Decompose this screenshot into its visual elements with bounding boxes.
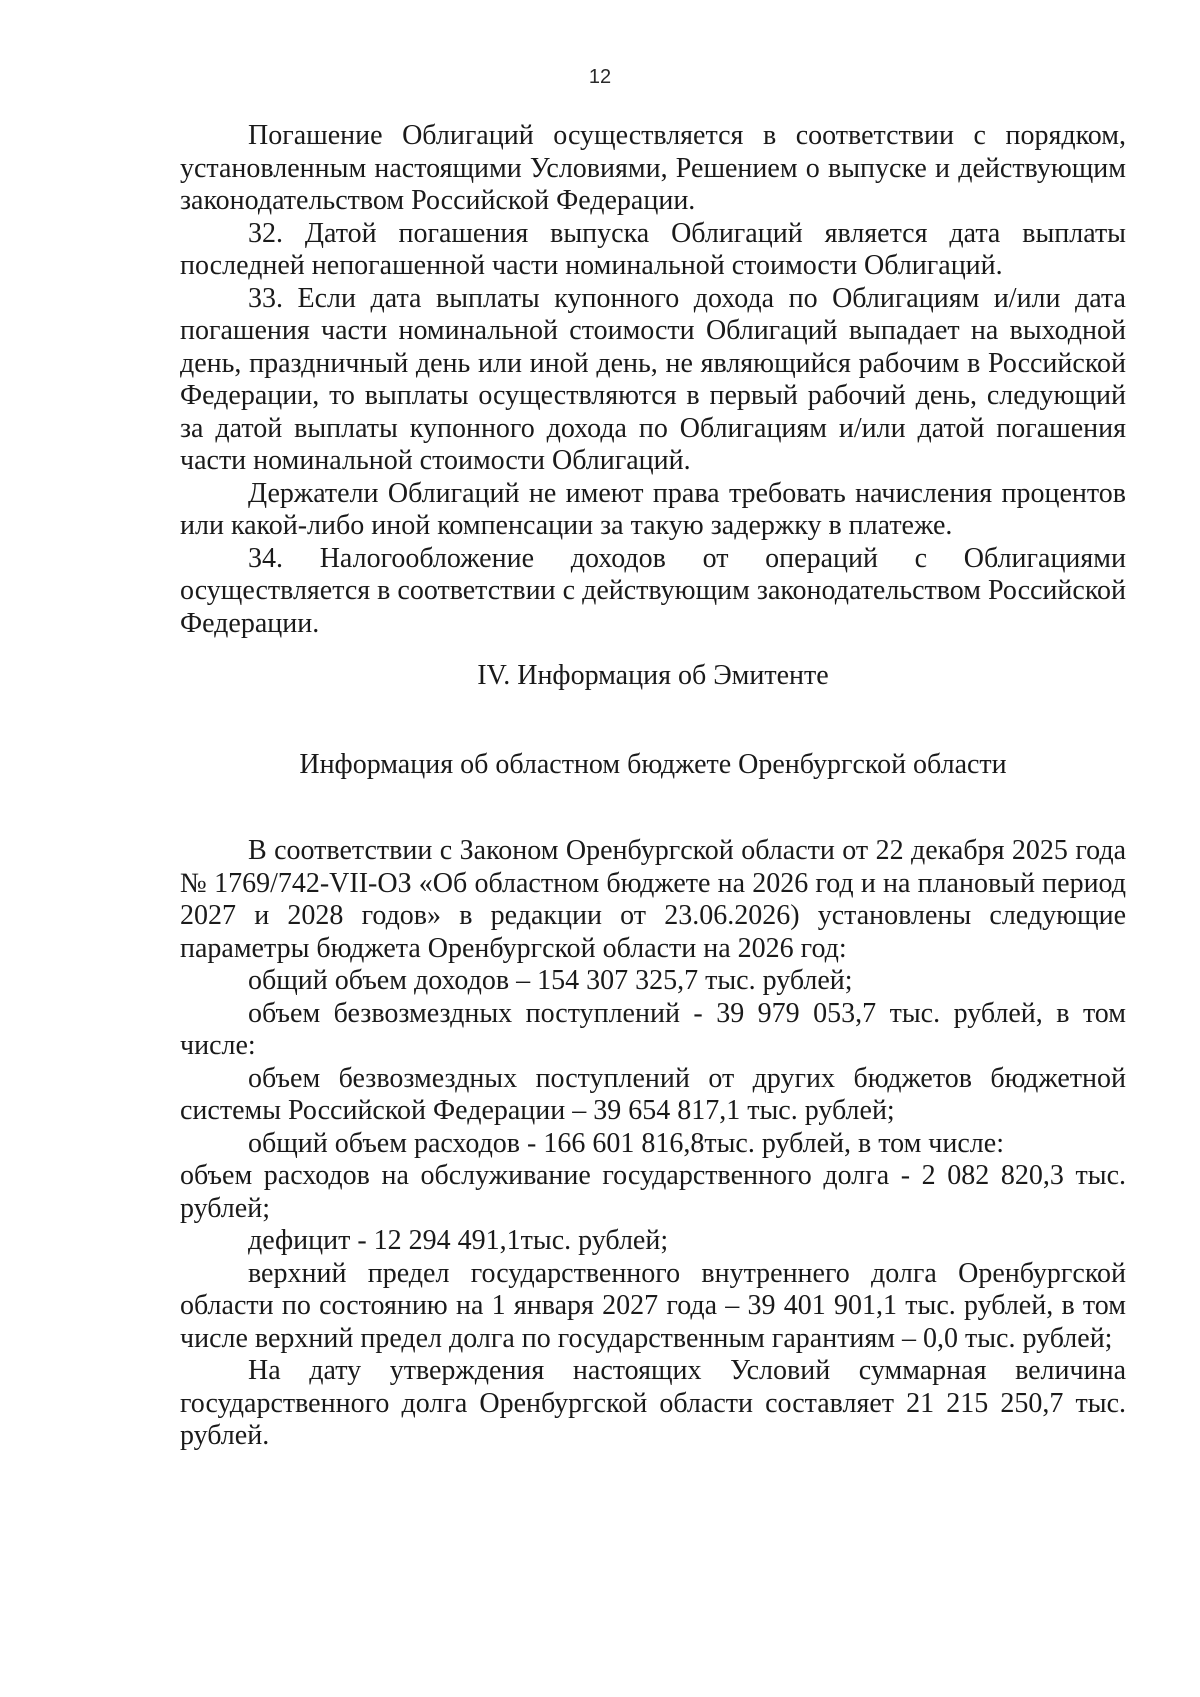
paragraph-debt-upper-limit: верхний предел государственного внутреннего долга Оренбургской области по состоянию на 1 января 2027 года – 39 401 901,1 тыс. рублей, в том числе верхний предел долга по государственным гарантиям – 0,0 тыс. рублей; [180, 1257, 1126, 1354]
section-heading-issuer-info: IV. Информация об Эмитенте [477, 660, 829, 691]
paragraph-32-redemption-date: 32. Датой погашения выпуска Облигаций является дата выплаты последней непогашенной части номинальной стоимости Облигаций. [180, 217, 1126, 281]
page-number: 12 [588, 66, 612, 88]
paragraph-no-compensation: Держатели Облигаций не имеют права требовать начисления процентов или какой-либо иной компенсации за такую задержку в платеже. [180, 477, 1126, 541]
paragraph-33-non-working-day: 33. Если дата выплаты купонного дохода по Облигациям и/или дата погашения части номинальной стоимости Облигаций выпадает на выходной день, праздничный день или иной день, не являющийся рабочим в Российской Федерации, то выплаты осуществляются в первый рабочий день, следующий за датой выплаты купонного дохода по Облигациям и/или датой погашения части номинальной стоимости Облигаций. [180, 282, 1126, 476]
paragraph-redemption-order: Погашение Облигаций осуществляется в соответствии с порядком, установленным настоящими Условиями, Решением о выпуске и действующим законодательством Российской Федерации. [180, 120, 1126, 216]
paragraph-total-expenditure: общий объем расходов - 166 601 816,8тыс. рублей, в том числе: [248, 1127, 1004, 1159]
paragraph-budget-law: В соответствии с Законом Оренбургской области от 22 декабря 2025 года № 1769/742-VII-ОЗ «Об областном бюджете на 2026 год и на плановый период 2027 и 2028 годов» в редакции от 23.06.2026) установлены следующие параметры бюджета Оренбургской области на 2026 год: [180, 835, 1126, 964]
subsection-heading-regional-budget: Информация об областном бюджете Оренбургской области [299, 748, 1007, 780]
paragraph-deficit: дефицит - 12 294 491,1тыс. рублей; [248, 1225, 669, 1256]
paragraph-total-revenue: общий объем доходов – 154 307 325,7 тыс. рублей; [248, 965, 853, 996]
paragraph-total-state-debt: На дату утверждения настоящих Условий суммарная величина государственного долга Оренбургской области составляет 21 215 250,7 тыс. рублей. [180, 1355, 1126, 1451]
paragraph-receipts-from-budgets: объем безвозмездных поступлений от других бюджетов бюджетной системы Российской Федерации – 39 654 817,1 тыс. рублей; [180, 1062, 1126, 1126]
document-body [180, 120, 1126, 1453]
paragraph-34-taxation: 34. Налогообложение доходов от операций с Облигациями осуществляется в соответствии с действующим законодательством Российской Федерации. [180, 542, 1126, 639]
paragraph-debt-service-expenditure: объем расходов на обслуживание государственного долга - 2 082 820,3 тыс. рублей; [180, 1160, 1126, 1224]
paragraph-gratuitous-receipts: объем безвозмездных поступлений - 39 979 053,7 тыс. рублей, в том числе: [180, 997, 1126, 1061]
